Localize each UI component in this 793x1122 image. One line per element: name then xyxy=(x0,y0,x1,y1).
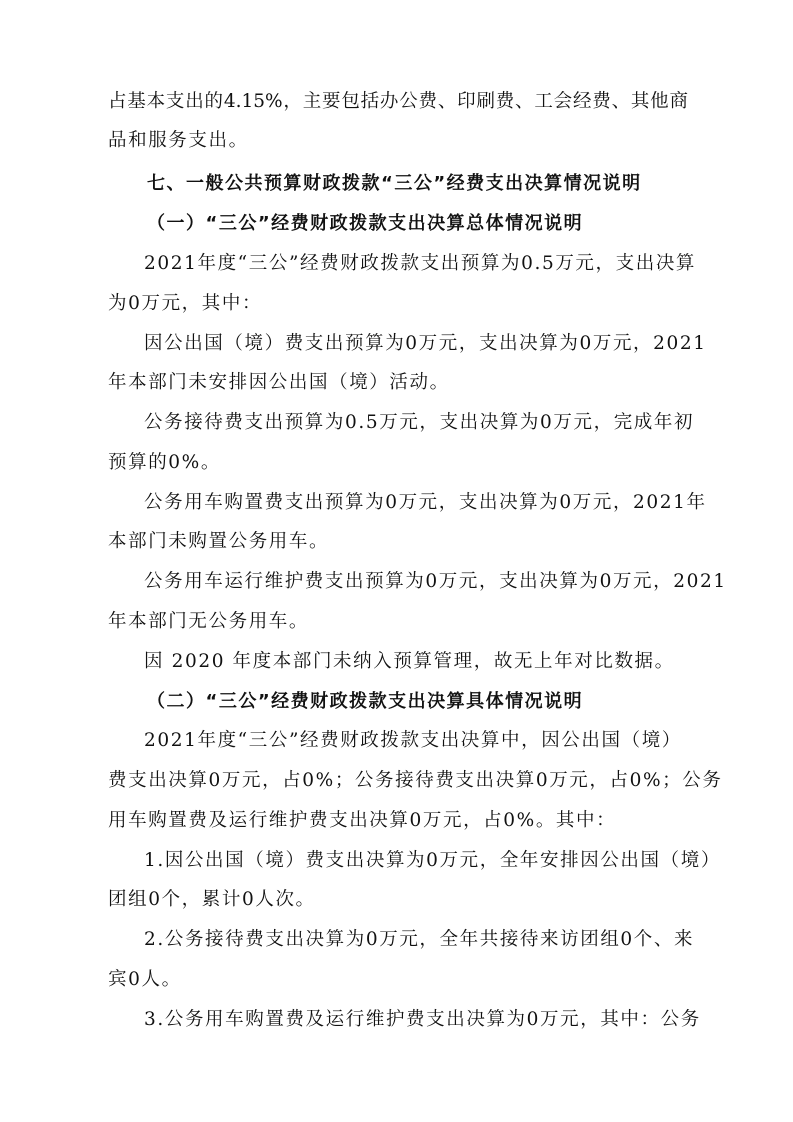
paragraph-line: 年本部门未安排因公出国（境）活动。 xyxy=(108,372,450,393)
paragraph-line: 2021年度“三公”经费财政拨款支出预算为0.5万元，支出决算 xyxy=(144,253,697,274)
paragraph-line: 因公出国（境）费支出预算为0万元，支出决算为0万元，2021 xyxy=(144,333,707,354)
paragraph-line: 费支出决算0万元，占0%；公务接待费支出决算0万元，占0%；公务 xyxy=(108,770,723,791)
paragraph-line: 预算的0%。 xyxy=(108,452,221,473)
paragraph-line: 团组0个，累计0人次。 xyxy=(108,889,316,910)
paragraph-line: 占基本支出的4.15%，主要包括办公费、印刷费、工会经费、其他商 xyxy=(108,91,688,112)
paragraph-line: 公务接待费支出预算为0.5万元，支出决算为0万元，完成年初 xyxy=(144,412,695,433)
paragraph-line: 品和服务支出。 xyxy=(108,130,249,151)
paragraph-line: 公务用车购置费支出预算为0万元，支出决算为0万元，2021年 xyxy=(144,492,707,513)
section-heading: 七、一般公共预算财政拨款“三公”经费支出决算情况说明 xyxy=(147,173,642,194)
paragraph-line: 为0万元，其中： xyxy=(108,293,263,314)
paragraph-line: 1.因公出国（境）费支出决算为0万元，全年安排因公出国（境） xyxy=(144,850,721,871)
paragraph-line: 宾0人。 xyxy=(108,969,182,990)
paragraph-line: 年本部门无公务用车。 xyxy=(108,611,310,632)
paragraph-line: 3.公务用车购置费及运行维护费支出决算为0万元，其中：公务 xyxy=(144,1009,701,1030)
paragraph-line: 2021年度“三公”经费财政拨款支出决算中，因公出国（境） xyxy=(144,730,682,751)
paragraph-line: 用车购置费及运行维护费支出决算0万元，占0%。其中： xyxy=(108,810,617,831)
paragraph-line: 公务用车运行维护费支出预算为0万元，支出决算为0万元，2021 xyxy=(144,571,727,592)
paragraph-line: 因 2020 年度本部门未纳入预算管理，故无上年对比数据。 xyxy=(144,651,675,672)
paragraph-line: 本部门未购置公务用车。 xyxy=(108,531,330,552)
subsection-heading: （一）“三公”经费财政拨款支出决算总体情况说明 xyxy=(147,213,584,234)
paragraph-line: 2.公务接待费支出决算为0万元，全年共接待来访团组0个、来 xyxy=(144,929,695,950)
subsection-heading: （二）“三公”经费财政拨款支出决算具体情况说明 xyxy=(147,691,584,712)
